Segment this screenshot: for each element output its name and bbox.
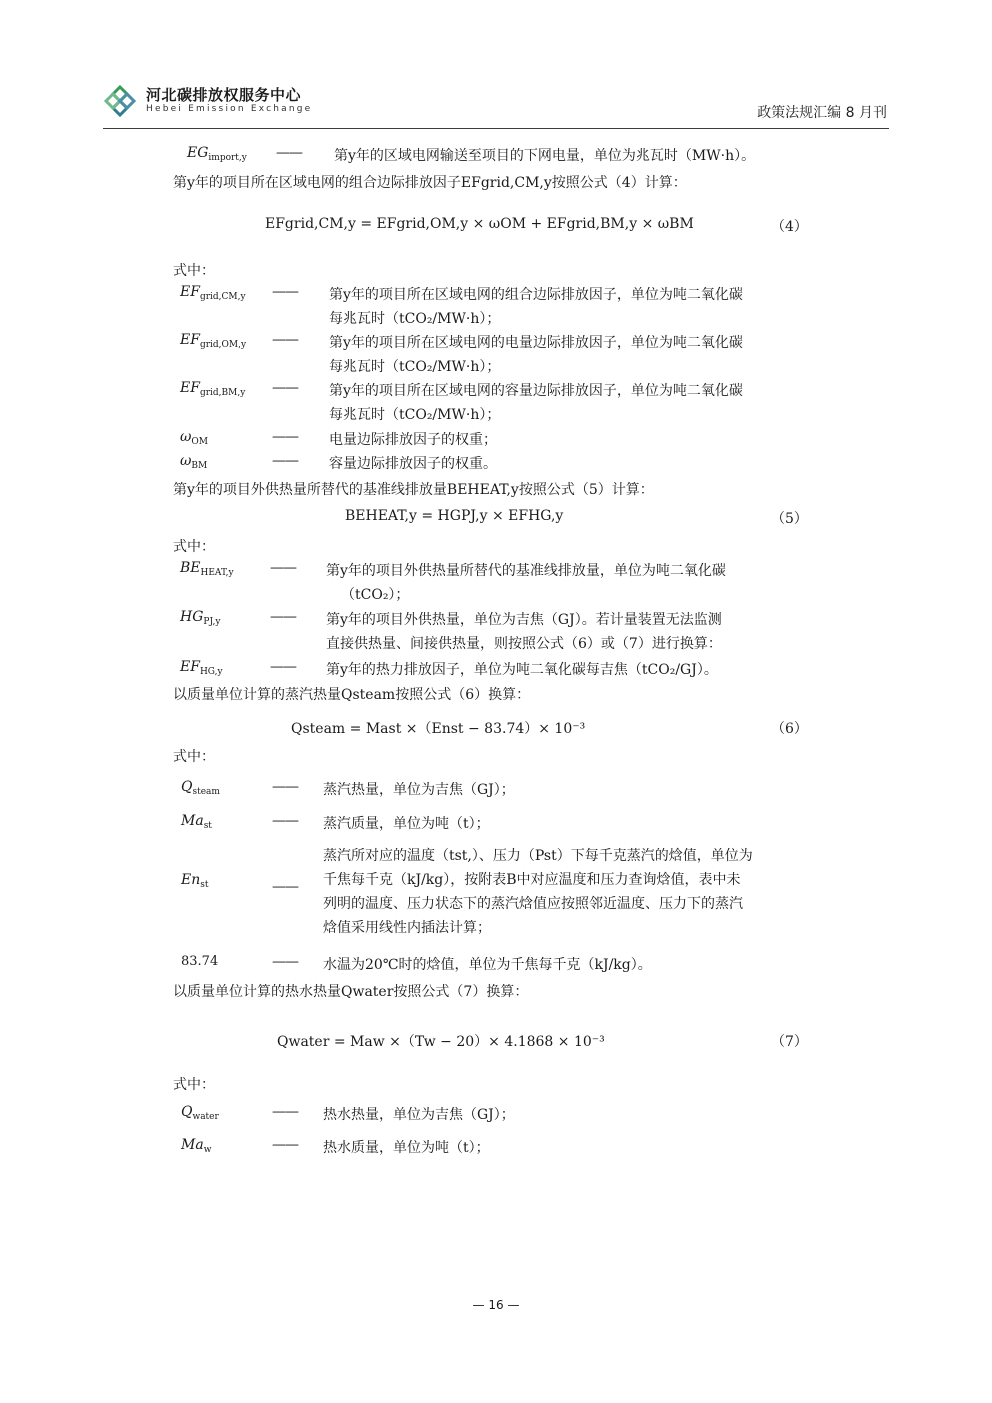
def-dash: —— [272, 1137, 298, 1153]
where-label: 式中： [173, 539, 215, 555]
formula-5: BEHEAT,y = HGPJ,y × EFHG,y [345, 508, 564, 524]
def-dash: —— [272, 380, 298, 396]
def-desc: 第y年的热力排放因子，单位为吨二氧化碳每吉焦（tCO₂/GJ）。 [326, 662, 718, 678]
def-desc: 第y年的项目所在区域电网的容量边际排放因子，单位为吨二氧化碳 [329, 383, 743, 399]
where-label: 式中： [173, 263, 215, 279]
formula-7: Qwater = Maw ×（Tw − 20）× 4.1868 × 10⁻³ [277, 1034, 605, 1050]
def-desc: 蒸汽热量，单位为吉焦（GJ）； [323, 782, 515, 798]
def-dash: —— [272, 954, 298, 970]
def-dash: —— [270, 560, 296, 576]
def-desc: 电量边际排放因子的权重； [329, 432, 497, 448]
def-desc: 每兆瓦时（tCO₂/MW·h）； [329, 311, 501, 327]
symbol-ef-grid-om: $EF_{grid,OM,y}$ [180, 332, 247, 350]
equation-number-4: （4） [771, 219, 808, 235]
where-label: 式中： [173, 749, 215, 765]
symbol-omega-bm: $\omega_{BM}$ [180, 453, 208, 471]
intro-formula-5: 第y年的项目外供热量所替代的基准线排放量BEHEAT,y按照公式（5）计算： [173, 482, 654, 498]
symbol-q-steam: $Q_{steam}$ [181, 779, 220, 797]
intro-formula-7: 以质量单位计算的热水热量Qwater按照公式（7）换算： [173, 984, 529, 1000]
def-desc: 水温为20℃时的焓值，单位为千焦每千克（kJ/kg）。 [323, 957, 652, 973]
def-dash: —— [270, 659, 296, 675]
intro-formula-6: 以质量单位计算的蒸汽热量Qsteam按照公式（6）换算： [173, 687, 531, 703]
def-desc: 第y年的区域电网输送至项目的下网电量，单位为兆瓦时（MW·h）。 [334, 148, 756, 164]
formula-4: EFgrid,CM,y = EFgrid,OM,y × ωOM + EFgrid,BM,y × ωBM [265, 216, 694, 232]
equation-number-6: （6） [771, 721, 808, 737]
def-dash: —— [276, 145, 302, 161]
symbol-be-heat: $BE_{HEAT,y}$ [180, 560, 234, 578]
page-number: — 16 — [472, 1298, 520, 1312]
equation-number-5: （5） [771, 511, 808, 527]
hebei-emission-logo-icon [103, 84, 137, 118]
def-desc: 热水质量，单位为吨（t）； [323, 1140, 490, 1156]
def-desc: 第y年的项目外供热量所替代的基准线排放量，单位为吨二氧化碳 [326, 563, 726, 579]
def-desc: 蒸汽质量，单位为吨（t）； [323, 816, 490, 832]
page-header [103, 78, 889, 129]
def-desc: 千焦每千克（kJ/kg），按附表B中对应温度和压力查询焓值，表中未 [323, 872, 741, 888]
def-desc: 每兆瓦时（tCO₂/MW·h）； [329, 359, 501, 375]
symbol-ef-grid-bm: $EF_{grid,BM,y}$ [180, 380, 246, 398]
symbol-83-74: 83.74 [181, 954, 219, 969]
def-desc: （tCO₂）； [341, 587, 410, 603]
symbol-omega-om: $\omega_{OM}$ [180, 429, 209, 447]
symbol-ef-hg: $EF_{HG,y}$ [180, 659, 223, 677]
def-desc: 直接供热量、间接供热量，则按照公式（6）或（7）进行换算： [326, 636, 722, 652]
def-desc: 容量边际排放因子的权重。 [329, 456, 497, 472]
periodical-title: 政策法规汇编 8 月刊 [757, 105, 887, 121]
def-dash: —— [272, 429, 298, 445]
where-label: 式中： [173, 1077, 215, 1093]
symbol-ef-grid-cm: $EF_{grid,CM,y}$ [180, 284, 246, 302]
symbol-q-water: $Q_{water}$ [181, 1104, 219, 1122]
def-desc: 第y年的项目外供热量，单位为吉焦（GJ）。若计量装置无法监测 [326, 612, 722, 628]
def-desc: 第y年的项目所在区域电网的组合边际排放因子，单位为吨二氧化碳 [329, 287, 743, 303]
symbol-en-st: $En_{st}$ [181, 872, 209, 890]
org-name-en: Hebei Emission Exchange [146, 104, 313, 114]
def-desc: 第y年的项目所在区域电网的电量边际排放因子，单位为吨二氧化碳 [329, 335, 743, 351]
def-dash: —— [272, 332, 298, 348]
intro-formula-4: 第y年的项目所在区域电网的组合边际排放因子EFgrid,CM,y按照公式（4）计算： [173, 175, 687, 191]
def-dash: —— [272, 779, 298, 795]
def-dash: —— [272, 453, 298, 469]
def-dash: —— [270, 609, 296, 625]
def-dash: —— [272, 284, 298, 300]
def-desc: 热水热量，单位为吉焦（GJ）； [323, 1107, 515, 1123]
def-desc: 焓值采用线性内插法计算； [323, 920, 491, 936]
def-dash: —— [272, 879, 298, 895]
formula-6: Qsteam = Mast ×（Enst − 83.74）× 10⁻³ [291, 721, 586, 737]
symbol-eg-import: $EG_{import,y}$ [187, 145, 247, 163]
equation-number-7: （7） [771, 1034, 808, 1050]
symbol-hg-pj: $HG_{PJ,y}$ [180, 609, 221, 627]
def-desc: 列明的温度、压力状态下的蒸汽焓值应按照邻近温度、压力下的蒸汽 [323, 896, 743, 912]
def-dash: —— [272, 813, 298, 829]
symbol-ma-st: $Ma_{st}$ [181, 813, 212, 831]
def-desc: 蒸汽所对应的温度（tst,）、压力（Pst）下每千克蒸汽的焓值，单位为 [323, 848, 753, 864]
def-desc: 每兆瓦时（tCO₂/MW·h）； [329, 407, 501, 423]
def-dash: —— [272, 1104, 298, 1120]
symbol-ma-w: $Ma_w$ [181, 1137, 212, 1155]
org-name-cn: 河北碳排放权服务中心 [146, 86, 302, 104]
